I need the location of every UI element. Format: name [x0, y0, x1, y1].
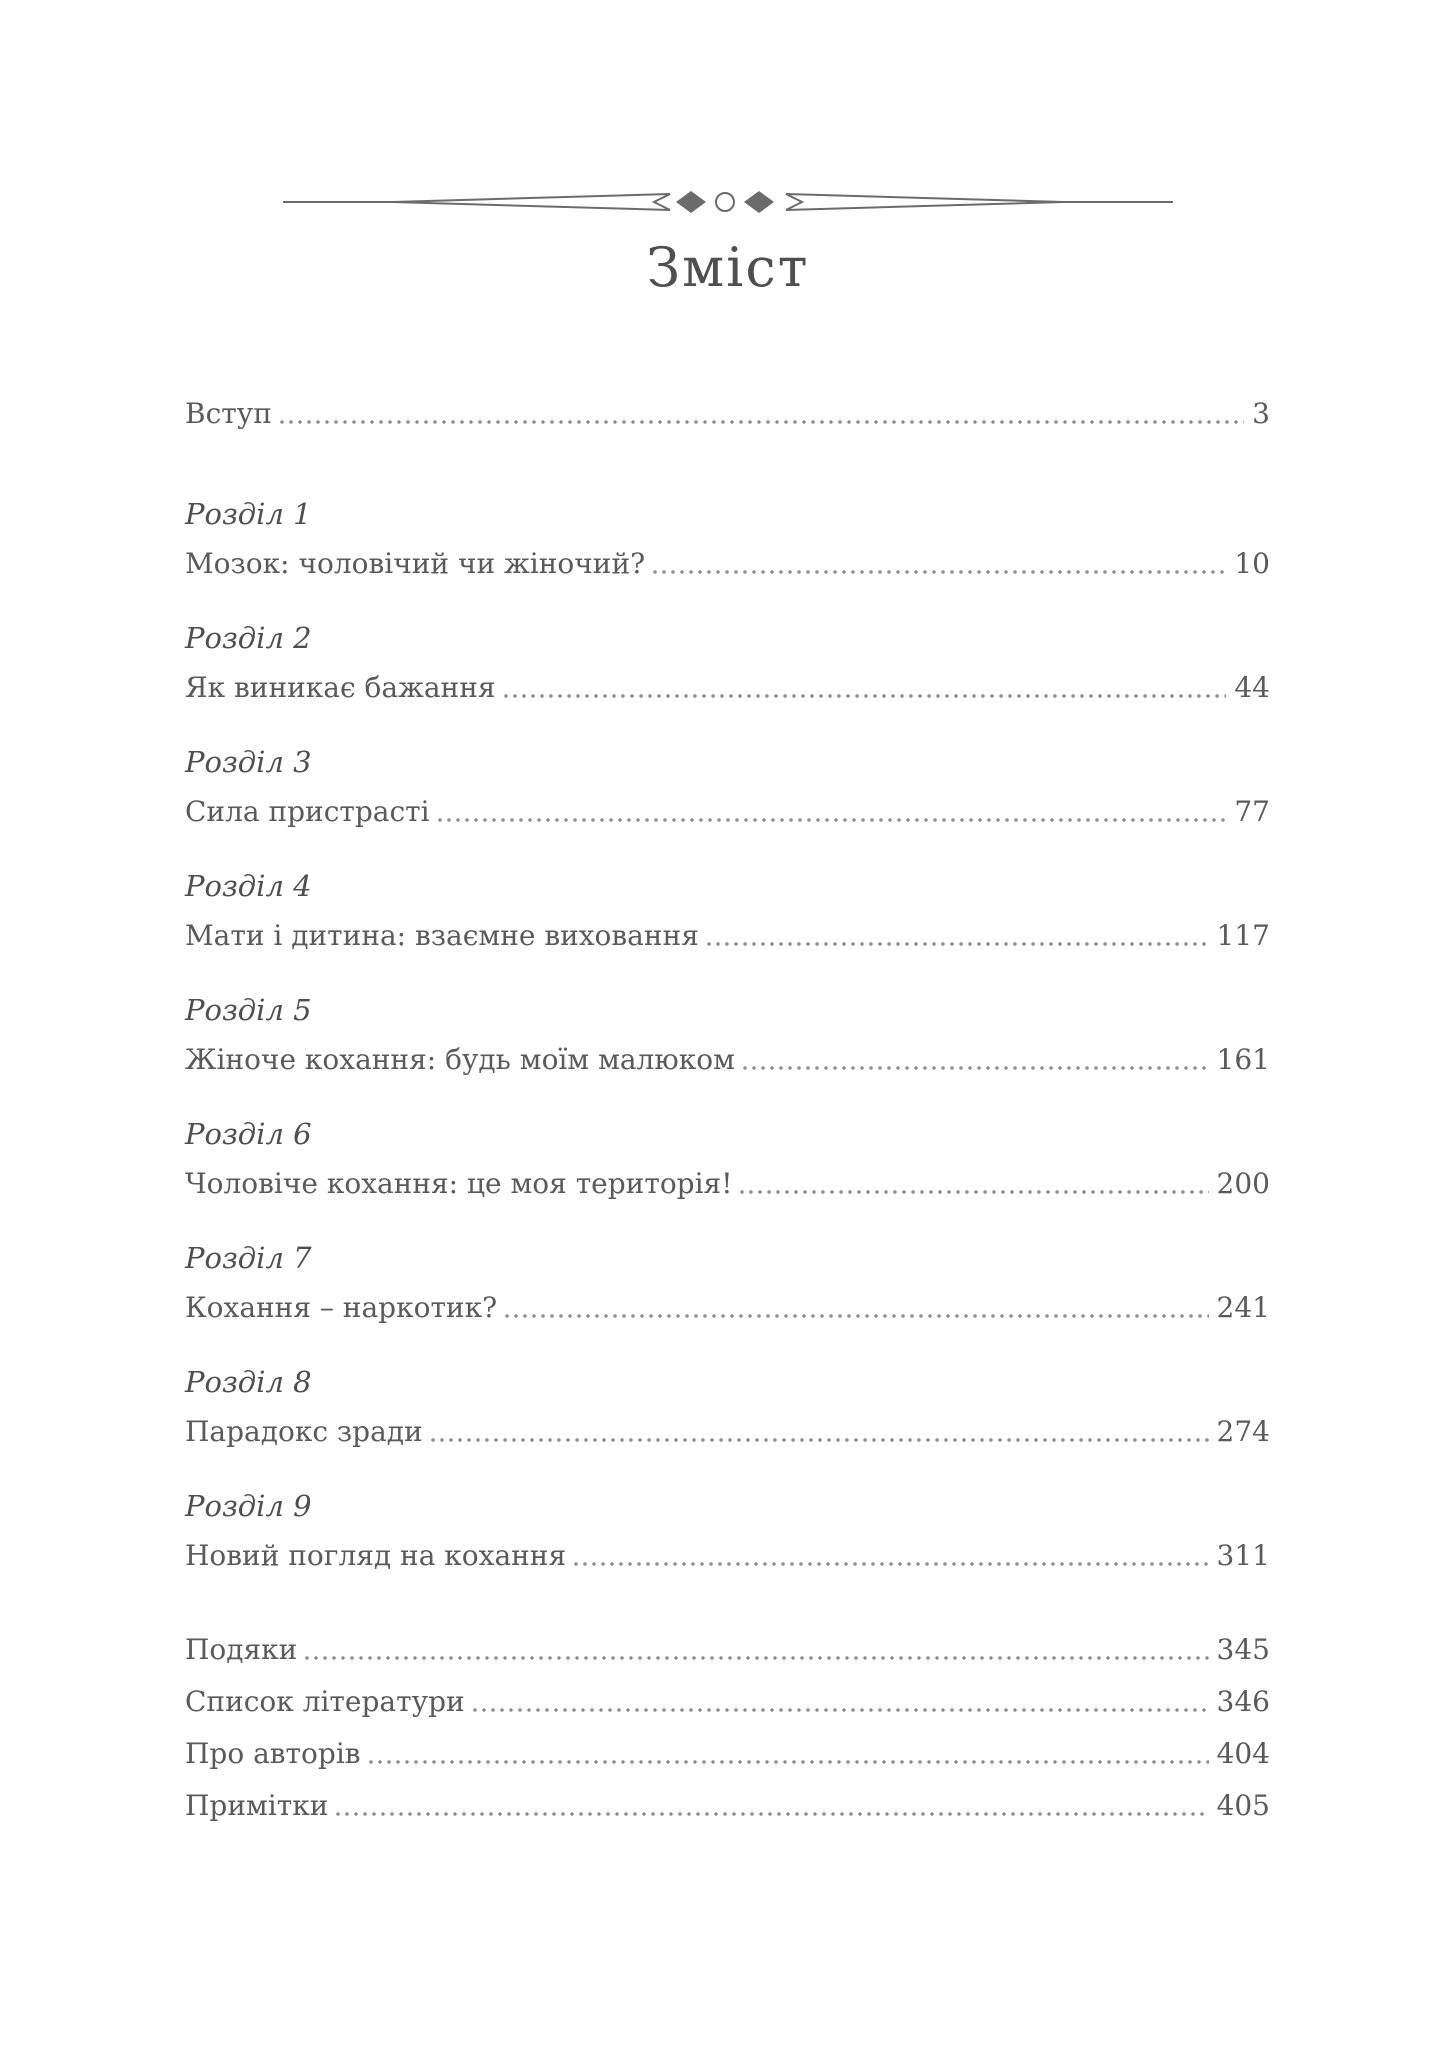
dot-leader	[305, 1656, 1208, 1660]
toc-entry-page-number: 10	[1234, 547, 1270, 580]
dot-leader	[473, 1708, 1209, 1712]
toc-entry-page-number: 44	[1234, 671, 1270, 704]
chapter-heading: Розділ 3	[185, 745, 312, 779]
chapter-heading: Розділ 4	[185, 869, 312, 903]
toc-entry-label: Сила пристрасті	[185, 795, 430, 828]
toc-entry	[185, 546, 1270, 582]
page-title: Зміст	[646, 236, 810, 299]
toc-chapter-block	[185, 992, 1270, 1078]
toc-entry	[185, 1166, 1270, 1202]
toc-entry-label: Кохання – наркотик?	[185, 1291, 498, 1324]
toc-entry-page-number: 200	[1216, 1167, 1270, 1200]
dot-leader	[740, 1190, 1208, 1194]
toc-chapter-block	[185, 1364, 1270, 1450]
toc-entry-page-number: 117	[1216, 919, 1270, 952]
dot-leader	[280, 420, 1244, 424]
toc-chapter-block	[185, 620, 1270, 706]
chapter-heading: Розділ 1	[185, 497, 312, 531]
chapter-heading: Розділ 9	[185, 1489, 312, 1523]
toc-entry-label: Як виникає бажання	[185, 671, 496, 704]
toc-entry	[185, 670, 1270, 706]
toc-entry-page-number: 405	[1216, 1789, 1270, 1822]
toc-entry-label: Мати і дитина: взаємне виховання	[185, 919, 699, 952]
toc-entry-label: Парадокс зради	[185, 1415, 423, 1448]
toc-entry-page-number: 346	[1216, 1685, 1270, 1718]
toc-entry-page-number: 3	[1252, 397, 1270, 430]
table-of-contents	[185, 396, 1270, 1824]
chapter-heading: Розділ 6	[185, 1117, 312, 1151]
toc-entry	[185, 918, 1270, 954]
toc-entry-page-number: 404	[1216, 1737, 1270, 1770]
toc-chapter-block	[185, 1488, 1270, 1574]
toc-entry-label: Список літератури	[185, 1685, 465, 1718]
chapter-heading: Розділ 5	[185, 993, 312, 1027]
toc-entry-page-number: 161	[1216, 1043, 1270, 1076]
dot-leader	[431, 1438, 1209, 1442]
toc-entry-page-number: 345	[1216, 1633, 1270, 1666]
dot-leader	[369, 1760, 1209, 1764]
toc-entry	[185, 1632, 1270, 1668]
toc-entry-label: Про авторів	[185, 1737, 361, 1770]
chapter-heading: Розділ 7	[185, 1241, 312, 1275]
toc-entry-label: Примітки	[185, 1789, 329, 1822]
toc-entry-intro	[185, 396, 1270, 432]
toc-entry-page-number: 274	[1216, 1415, 1270, 1448]
toc-entry	[185, 1684, 1270, 1720]
dot-leader	[653, 570, 1226, 574]
chapter-heading: Розділ 2	[185, 621, 312, 655]
toc-entry-label: Чоловіче кохання: це моя територія!	[185, 1167, 733, 1200]
toc-entry-page-number: 77	[1234, 795, 1270, 828]
dot-leader	[438, 818, 1227, 822]
dot-leader	[336, 1812, 1208, 1816]
toc-chapter-block	[185, 744, 1270, 830]
toc-entry-label: Мозок: чоловічий чи жіночий?	[185, 547, 646, 580]
chapter-heading: Розділ 8	[185, 1365, 312, 1399]
toc-entry-label: Подяки	[185, 1633, 298, 1666]
toc-entry	[185, 1788, 1270, 1824]
divider-ornament-icon	[283, 184, 1173, 220]
toc-entry	[185, 1538, 1270, 1574]
toc-entry	[185, 794, 1270, 830]
toc-entry	[185, 1042, 1270, 1078]
dot-leader	[707, 942, 1209, 946]
toc-entry	[185, 1414, 1270, 1450]
toc-chapter-block	[185, 1116, 1270, 1202]
toc-entry-label: Новий погляд на кохання	[185, 1539, 567, 1572]
toc-entry-page-number: 241	[1216, 1291, 1270, 1324]
toc-backmatter	[185, 1632, 1270, 1824]
toc-chapter-block	[185, 868, 1270, 954]
toc-entry-label: Жіноче кохання: будь моїм малюком	[185, 1043, 735, 1076]
dot-leader	[504, 694, 1227, 698]
dot-leader	[743, 1066, 1209, 1070]
toc-entry	[185, 1290, 1270, 1326]
toc-chapter-block	[185, 1240, 1270, 1326]
toc-entry-page-number: 311	[1216, 1539, 1270, 1572]
dot-leader	[505, 1314, 1208, 1318]
toc-entry	[185, 1736, 1270, 1772]
toc-chapter-block	[185, 496, 1270, 582]
dot-leader	[574, 1562, 1208, 1566]
toc-entry-label: Вступ	[185, 397, 272, 430]
